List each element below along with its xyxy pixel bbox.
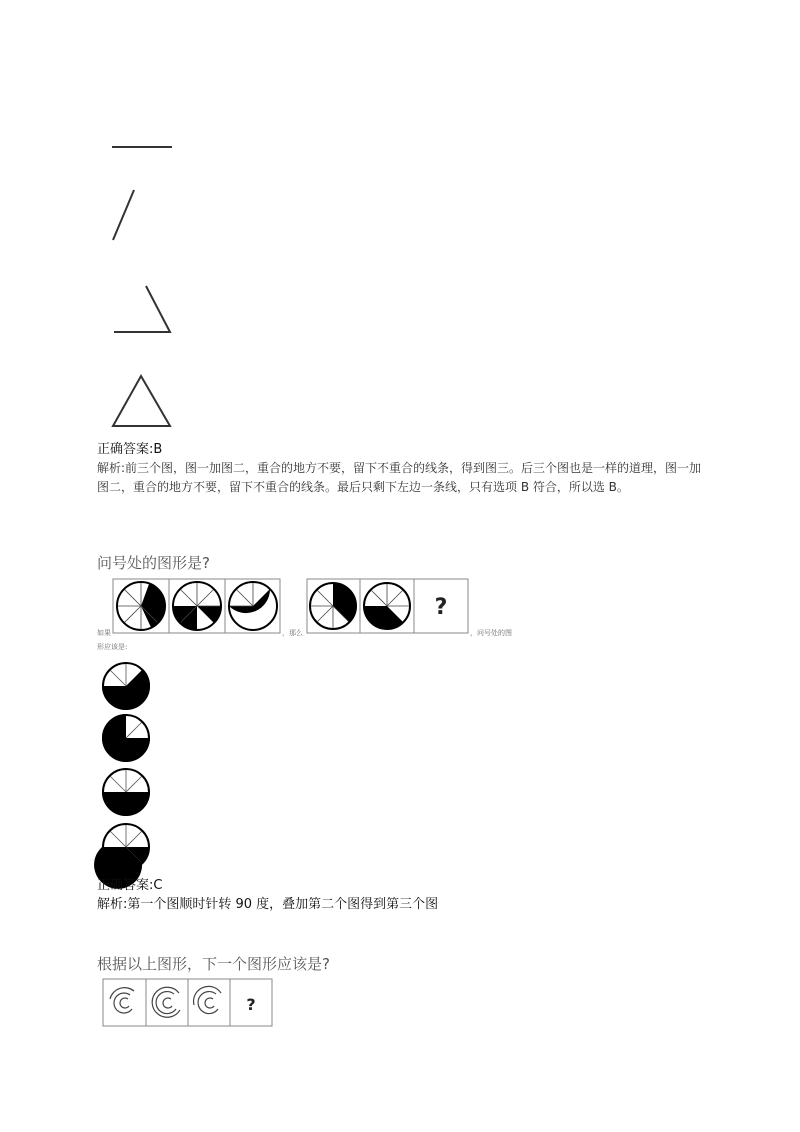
option-a-horizontal-line	[108, 140, 178, 160]
q2-option-d	[102, 823, 150, 871]
q1-answer: 正确答案:B	[97, 442, 163, 457]
option-d-triangle	[108, 370, 178, 434]
q2-pie-2	[173, 582, 221, 630]
q2-sequence-group-1	[112, 578, 282, 634]
q1-explanation-line2: 图二，重合的地方不要，留下不重合的线条。最后只剩下左边一条线，只有选项 B 符合，所以选 B。	[97, 480, 629, 494]
q2-option-c	[102, 768, 150, 816]
q2-answer: 正确答案:C	[97, 878, 163, 893]
q3-question: 根据以上图形，下一个图形应该是?	[97, 955, 330, 973]
q3-sequence	[102, 978, 274, 1028]
q2-stem-middle: ，那么	[282, 629, 303, 637]
q1-explanation-line1: 解析:前三个图，图一加图二，重合的地方不要，留下不重合的线条，得到图三。后三个图也是一样的道理，图一加	[97, 461, 702, 475]
q3-spiral-1	[110, 988, 134, 1013]
q2-pie-5	[364, 583, 410, 629]
q2-stem-suffix: ，问号处的图	[470, 629, 512, 637]
option-c-angle-shape	[108, 282, 178, 342]
q2-pie-3	[229, 582, 277, 630]
q3-question-mark: ?	[246, 995, 256, 1014]
q1-explanation	[97, 459, 717, 497]
q2-option-a	[102, 662, 150, 710]
q3-spiral-2	[152, 987, 180, 1017]
q2-question: 问号处的图形是?	[97, 554, 210, 572]
q2-option-b	[102, 714, 150, 762]
q2-stem-suffix2: 形应该是:	[97, 643, 128, 651]
option-b-slanted-line	[108, 186, 148, 246]
q2-question-mark: ?	[434, 595, 448, 620]
q3-spiral-3	[194, 986, 221, 1013]
q2-sequence-group-2	[306, 578, 470, 634]
q2-explanation: 解析:第一个图顺时针转 90 度，叠加第二个图得到第三个图	[97, 897, 439, 912]
q2-pie-4	[310, 583, 356, 629]
q2-stem-prefix: 如果	[97, 629, 111, 637]
q2-pie-1	[117, 582, 172, 630]
